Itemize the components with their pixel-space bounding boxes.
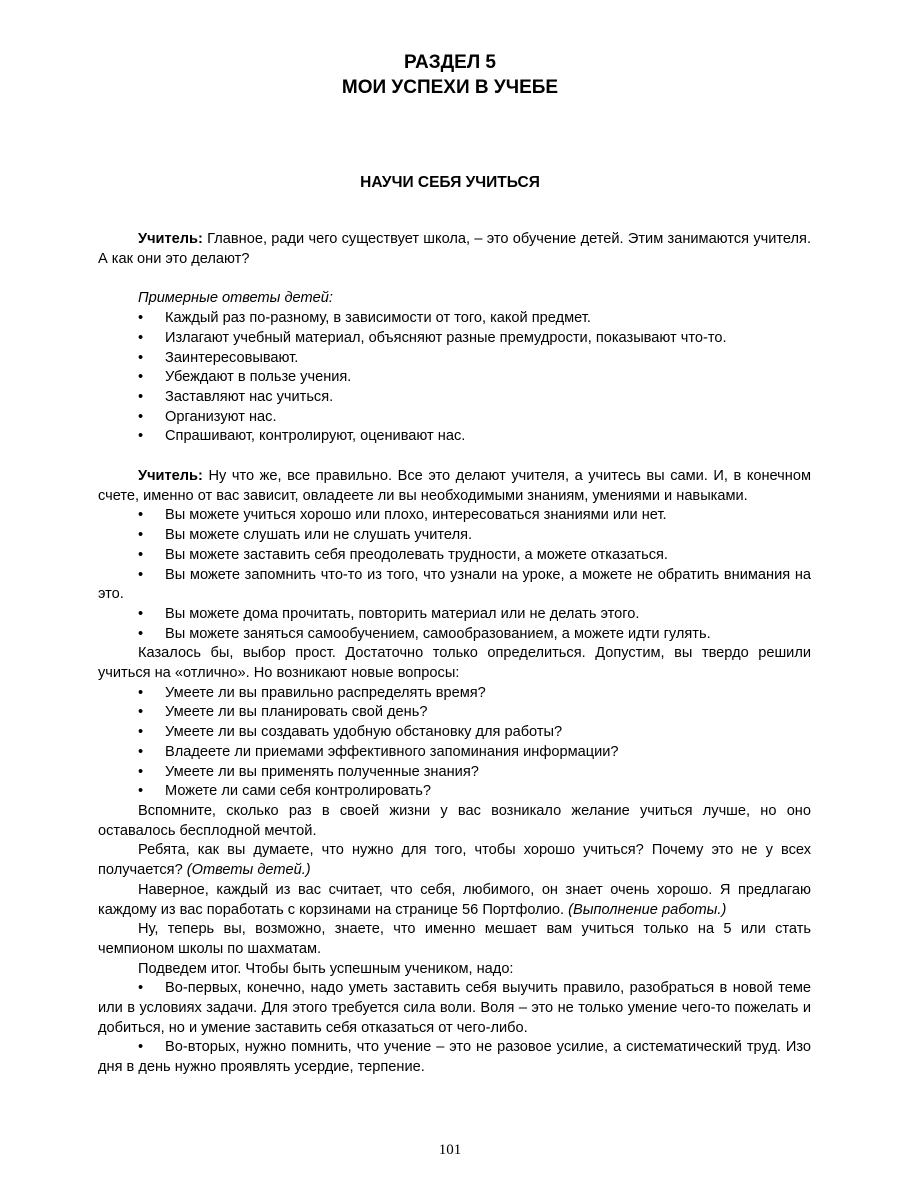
baskets-paragraph [98, 881, 811, 920]
kids-paragraph [98, 841, 811, 880]
summary-paragraph: Подведем итог. Чтобы быть успешным учеником, надо: [138, 960, 514, 977]
now-paragraph: Ну, теперь вы, возможно, знаете, что именно мешает вам учиться только на 5 или стать чемпионом школы по шахматам. [98, 921, 811, 957]
choice-paragraph: Казалось бы, выбор прост. Достаточно только определиться. Допустим, вы твердо решили учиться на «отлично». Но возникают новые вопросы: [98, 645, 811, 682]
kids-note: (Ответы детей.) [186, 862, 311, 879]
remember-paragraph: Вспомните, сколько раз в своей жизни у вас возникало желание учиться лучше, но оно оставалось бесплодной мечтой. [98, 802, 811, 839]
section-title: МОИ УСПЕХИ В УЧЕБЕ [341, 77, 559, 98]
baskets-note: (Выполнение работы.) [568, 901, 727, 918]
answers-list [98, 309, 811, 447]
list-item: • Вы можете дома прочитать, повторить материал или не делать этого. [98, 605, 811, 625]
list-item: • Можете ли сами себя контролировать? [98, 782, 811, 802]
list-item: • Владеете ли приемами эффективного запоминания информации? [98, 743, 811, 763]
list-item: • Вы можете слушать или не слушать учителя. [98, 526, 811, 546]
list-item: • Вы можете учиться хорошо или плохо, интересоваться знаниями или нет. [98, 506, 811, 526]
list-item: • Заинтересовывают. [98, 349, 811, 369]
section-heading [0, 50, 900, 100]
list-item: • Вы можете запомнить что-то из того, что узнали на уроке, а можете не обратить внимания на это. [98, 566, 811, 605]
list-item: • Каждый раз по-разному, в зависимости от того, какой предмет. [98, 309, 811, 329]
list-item: • Излагают учебный материал, объясняют разные премудрости, показывают что-то. [98, 329, 811, 349]
teacher-text: Ну что же, все правильно. Все это делают учителя, а учитесь вы сами. И, в конечном счете, именно от вас зависит, овладеете ли вы необходимыми знаниям, умениями и навыками. [98, 468, 811, 504]
page-number: 101 [438, 1142, 462, 1158]
intro-text: Главное, ради чего существует школа, – это обучение детей. Этим занимаются учителя. А как они это делают? [98, 231, 811, 267]
summary-list [98, 979, 811, 1078]
list-item: • Вы можете заняться самообучением, самообразованием, а можете идти гулять. [98, 625, 811, 645]
speaker-label: Учитель: [138, 468, 203, 485]
list-item: • Умеете ли вы планировать свой день? [98, 703, 811, 723]
list-item: • Убеждают в пользе учения. [98, 368, 811, 388]
questions-list [98, 684, 811, 802]
intro-paragraph [98, 230, 811, 269]
teacher-paragraph [98, 467, 811, 506]
list-item: • Умеете ли вы создавать удобную обстановку для работы? [98, 723, 811, 743]
answers-heading: Примерные ответы детей: [138, 290, 333, 307]
baskets-text: Наверное, каждый из вас считает, что себя, любимого, он знает очень хорошо. Я предлагаю каждому из вас поработать с корзинами на странице 56 Портфолио. [98, 881, 811, 918]
list-item: • Заставляют нас учиться. [98, 388, 811, 408]
list-item: • Умеете ли вы правильно распределять время? [98, 684, 811, 704]
list-item: • Вы можете заставить себя преодолевать трудности, а можете отказаться. [98, 546, 811, 566]
list-item: • Во-вторых, нужно помнить, что учение – это не разовое усилие, а систематический труд. Изо дня в день нужно проявлять усердие, терпение. [98, 1038, 811, 1077]
body-text [98, 230, 811, 1078]
lesson-title: НАУЧИ СЕБЯ УЧИТЬСЯ [360, 174, 540, 191]
speaker-label: Учитель: [138, 231, 203, 247]
choices-list [98, 506, 811, 644]
kids-text: Ребята, как вы думаете, что нужно для того, чтобы хорошо учиться? Почему это не у всех получается? [98, 842, 811, 879]
list-item: • Спрашивают, контролируют, оценивают нас. [98, 427, 811, 447]
list-item: • Организуют нас. [98, 408, 811, 428]
list-item: • Умеете ли вы применять полученные знания? [98, 763, 811, 783]
section-number: РАЗДЕЛ 5 [403, 52, 496, 73]
list-item: • Во-первых, конечно, надо уметь заставить себя выучить правило, разобраться в новой теме или в условиях задачи. Для этого требуется сила воли. Воля – это не только умение чего-то пожелать и добиться, но и умение заставить себя отказаться от чего-либо. [98, 979, 811, 1038]
